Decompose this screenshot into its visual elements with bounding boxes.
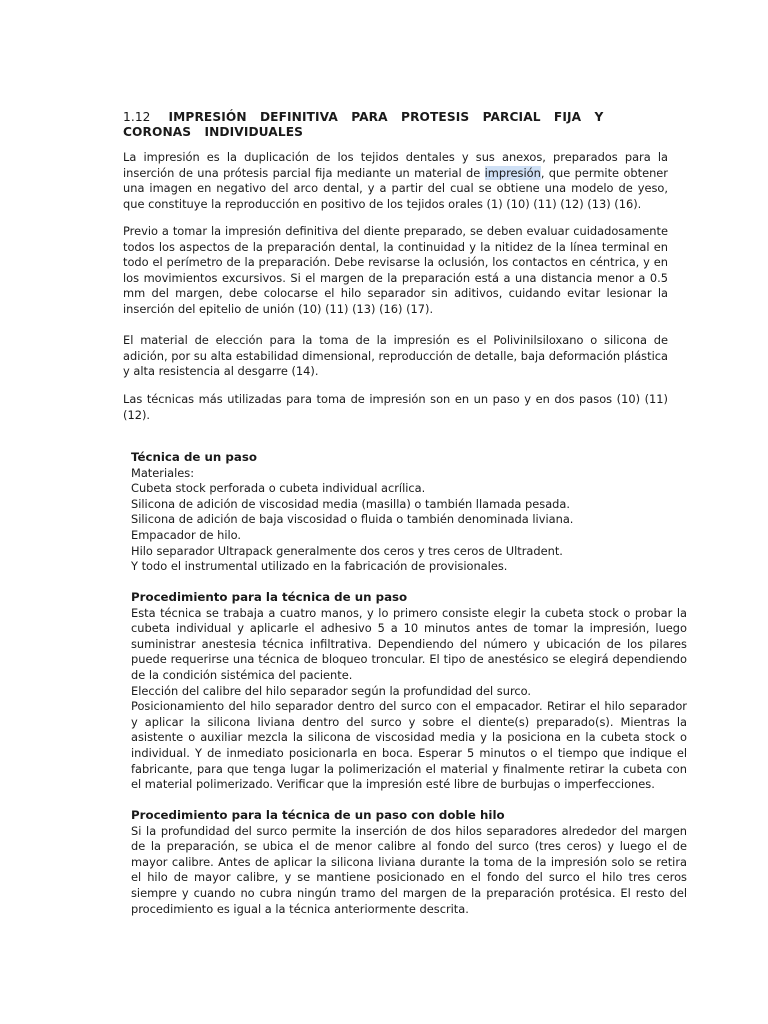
paragraph-definition-part1: La impresión es la duplicación de los tejidos dentales y sus anexos, preparados para la inserción de una prótesis parcial fija mediante un material de bbox=[123, 150, 668, 180]
section-heading bbox=[123, 110, 668, 140]
paragraph-definition-part2: , que permite obtener una imagen en negativo del arco dental, y a partir del cual se obtiene una modelo de yeso, que constituye la reproducción en positivo de los tejidos orales (1) (10) (11) (12) (13) (16). bbox=[123, 165, 668, 211]
paragraph-material: El material de elección para la toma de la impresión es el Polivinilsiloxano o silicona de adición, por su alta estabilidad dimensional, reproducción de detalle, baja deformación plástica y alta resistencia al desgarre (14). bbox=[123, 333, 668, 379]
materials-line: Silicona de adición de baja viscosidad o fluida o también denominada liviana. bbox=[131, 512, 574, 527]
procedure-text: Elección del calibre del hilo separador según la profundidad del surco. bbox=[131, 683, 532, 698]
double-thread-section bbox=[131, 808, 687, 917]
materials-line: Empacador de hilo. bbox=[131, 527, 242, 542]
procedure-heading: Procedimiento para la técnica de un paso bbox=[131, 590, 408, 604]
one-step-technique-section bbox=[131, 450, 687, 575]
materials-line: Cubeta stock perforada o cubeta individual acrílica. bbox=[131, 481, 426, 496]
double-thread-text: Si la profundidad del surco permite la inserción de dos hilos separadores alrededor del margen de la preparación, se ubica el de menor calibre al fondo del surco (tres ceros) y luego el de mayor calibre. Antes de aplicar la silicona liviana durante la toma de la impresión solo se retira el hilo de mayor calibre, y se mantiene posicionado en el fondo del surco el hilo tres ceros siempre y cuando no cubra ningún tramo del margen de la preparación protésica. El resto del procedimiento es igual a la técnica anteriormente descrita. bbox=[131, 823, 687, 916]
paragraph-definition bbox=[123, 150, 668, 212]
section-title: IMPRESIÓN DEFINITIVA PARA PROTESIS PARCIAL FIJA Y CORONAS INDIVIDUALES bbox=[123, 110, 604, 139]
procedure-text: Posicionamiento del hilo separador dentro del surco con el empacador. Retirar el hilo separador y aplicar la silicona liviana dentro del surco y sobre el diente(s) preparado(s). Mientras la asistente o auxiliar mezcla la silicona de viscosidad media y la posiciona en la cubeta stock o individual. Y de inmediato posicionarla en boca. Esperar 5 minutos o el tiempo que indique el fabricante, para que tenga lugar la polimerización el material y finalmente retirar la cubeta con el material polimerizado. Verificar que la impresión esté libre de burbujas o imperfecciones. bbox=[131, 699, 687, 792]
materials-line: Hilo separador Ultrapack generalmente dos ceros y tres ceros de Ultradent. bbox=[131, 543, 563, 558]
materials-line: Materiales: bbox=[131, 465, 195, 480]
paragraph-techniques: Las técnicas más utilizadas para toma de impresión son en un paso y en dos pasos (10) (11) (12). bbox=[123, 392, 668, 422]
materials-line: Silicona de adición de viscosidad media (masilla) o también llamada pesada. bbox=[131, 496, 571, 511]
materials-line: Y todo el instrumental utilizado en la fabricación de provisionales. bbox=[131, 559, 508, 574]
paragraph-preparation: Previo a tomar la impresión definitiva del diente preparado, se deben evaluar cuidadosamente todos los aspectos de la preparación dental, la continuidad y la nitidez de la línea terminal en todo el perímetro de la preparación. Debe revisarse la oclusión, los contactos en céntrica, y en los movimientos excursivos. Si el margen de la preparación está a una distancia menor a 0.5 mm del margen, debe colocarse el hilo separador sin aditivos, cuidando evitar lesionar la inserción del epitelio de unión (10) (11) (13) (16) (17). bbox=[123, 224, 668, 316]
procedure-text: Esta técnica se trabaja a cuatro manos, y lo primero consiste elegir la cubeta stock o probar la cubeta individual y aplicarle el adhesivo 5 a 10 minutos antes de tomar la impresión, luego suministrar anestesia técnica infiltrativa. Dependiendo del número y ubicación de los pilares puede requerirse una técnica de bloqueo troncular. El tipo de anestésico se elegirá dependiendo de la condición sistémica del paciente. bbox=[131, 605, 687, 682]
one-step-technique-heading: Técnica de un paso bbox=[131, 450, 257, 464]
procedure-section bbox=[131, 590, 687, 793]
double-thread-heading: Procedimiento para la técnica de un paso con doble hilo bbox=[131, 808, 505, 822]
section-number: 1.12 bbox=[123, 110, 151, 124]
selected-word-highlight[interactable]: impresión bbox=[484, 165, 541, 180]
